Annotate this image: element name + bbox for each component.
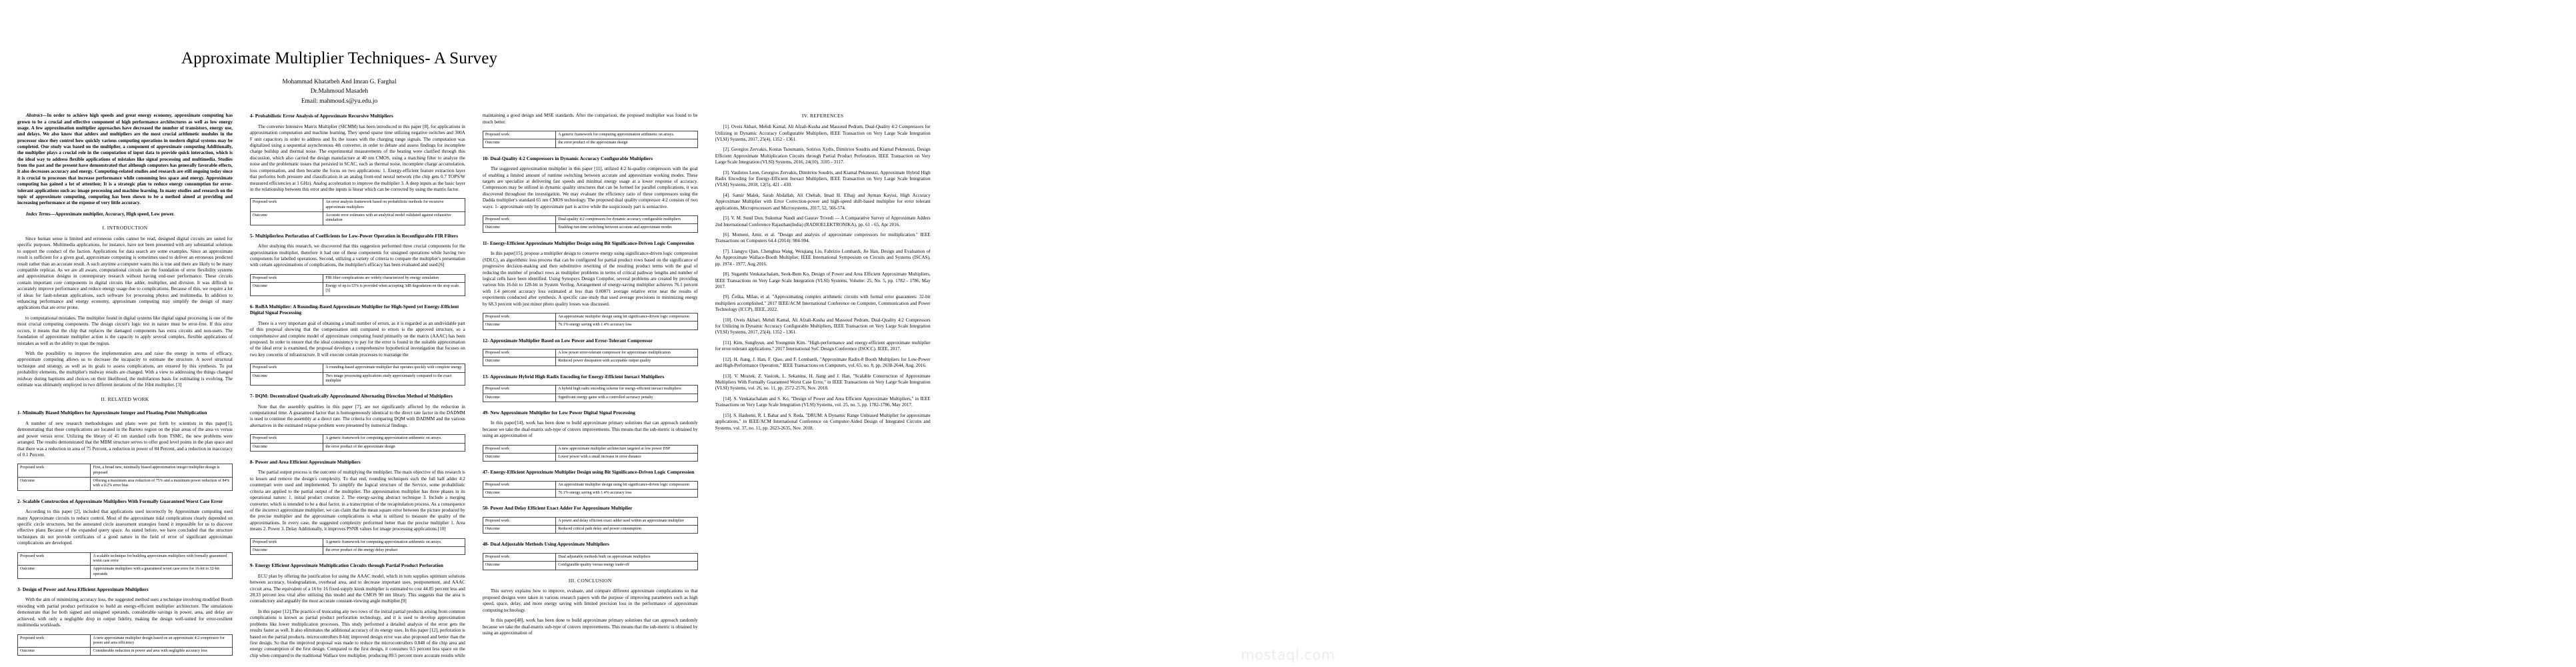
body-paragraph: to computational mistakes. The multiplier found in digital systems like digital signal processing is one of the most crucial computing components. The design circuit's logic test in nature must be error-free. If this error occurs, it means that the chip that replaces the damaged components has extra circuits and non-users. The foundation of approximate multiplier action is the capacity to apply several complex, flexible applications of mistakes as well as the ability to span the region. [17,315,233,346]
body-paragraph: According to this paper [2], included that applications used incorrectly by Approximate computing used many Approximate circuits to reduce control. Most of the approximate tidal complications clearly depended on specific circle structures, but the annotated circle assessment strategies found it impossible for us to discover effective plans Because of the expanded query space. As stated before, we have concluded that the structure techniques do not provide certificates of a good nature in the field of error of significant approximate complications are developed. [17,509,233,546]
table-cell-key: Outcome [250,546,323,554]
table-row [18,464,233,478]
authors: Mohammad Khatatbeh And Imran G. Farghal [282,78,397,85]
subsection-heading: 47- Energy-Efficient Approximate Multiplier Design using Bit Significance-Driven Logic Compression [482,469,695,476]
subsection-heading: 10- Dual-Quality 4:2 Compressors in Dynamic Accuracy Configurable Multipliers [482,155,653,161]
table-row [483,139,697,147]
body-paragraph: In this paper[15], propose a multiplier design to conserve energy using significance-driven logic compression (SDLC), an algorithmic loss process that can be configured for partial product rows based on the significance of progressive decision-making and then substitutive rewriting of the resulting product terms with the goal of reducing the number of product rows as multiplier problems in terms of critical pathway lengths and number of logical cells have been identified. Using Synopsys Design Compiler, several problems are created by providing various bits 16-bit to 128-bit in System Verilog. Arrangement of energy-saving multiplier achieves 76.1 percent with 1.4 percent accuracy loss estimated at less than 0.00071 average relative error near the results of experiments conducted after synthesis. A specific case study that used average precisions in minimizing energy by 68.3 percent with just minor photo quality losses was discussed. [482,251,698,307]
table-cell-key: Proposed work [18,634,91,648]
subsection-heading: 2- Scalable Construction of Approximate Multipliers With Formally Guaranteed Worst Case Error [17,498,223,504]
table-cell-value: Significant energy gains with a controlled accuracy penalty [556,394,697,402]
reference-item: [12]. H. Jiang, J. Han, F. Qiao, and F. Lombardi, "Approximate Radix-8 Booth Multipliers for Low-Power and High-Performance Operation," IEEE Transactions on Computers, vol. 65, no. 8, pp. 2638-2644, Aug. 2016. [715,356,931,369]
table-row [18,478,233,491]
summary-table [483,131,698,148]
table-cell-value: the error product of the approximate design [323,443,465,451]
table-cell-key: Proposed work [483,445,555,453]
table-cell-key: Outcome [483,490,555,498]
table-row [18,552,233,566]
table-row [483,394,697,402]
table-row [483,453,697,461]
contact-email: Email: mahmoud.s@yu.edu.jo [301,97,378,105]
body-paragraph: In this paper [12],The practice of truncating any two rows of the initial partial products arising from common complications is known as partial product perforation technology, and it is used to develop approximation problems like lower multiplication processes. This study performed a detailed analysis of the error gets the results faster as well. It also eliminates the additional accuracy of its energy uses. In this paper [12], perforation is based on the partial products. microcontrollers 8-bit( improved design error was also proposed and better than the first design. So that the improved proposal was made to reduce the microcontrollers 0.848 of the chip area and energy consumption of the first design. Compared to the first design, it consumes 0.5 percent less space on the chip when compared to the traditional Wallace tree multiplier, producing 89.5 percent more accurate results while maintaining a good design and MSE standards. After the comparison, the proposed multiplier was found to be much better. [249,113,698,658]
subsection-heading: 4- Probabilistic Error Analysis of Approximate Recursive Multipliers [249,113,393,119]
table-row [250,199,465,212]
table-cell-value: Lower power with a small increase in error distance [556,453,697,461]
table-cell-value: A scalable technique for building approximate multipliers with formally guaranteed worst case error [91,552,232,566]
table-cell-key: Proposed work [250,538,323,546]
table-row [250,435,465,443]
table-cell-value: A low power error-tolerant compressor for approximate multiplication [556,350,697,358]
abstract-text: In order to achieve high speeds and great energy economy, approximate computing has grown to be a crucial and effective component of high performance architectures as well as low energy usage. A few approximation multiplier approaches have decreased the number of transistors, energy use, and delays. We also know that adders and multipliers are the most crucial arithmetic modules in the processor since they control how quickly various computing operations in modern digital systems may be completed. Our study was based on the multiplier, a component of approximate computing Additionally, the multiplier plays a crucial role in the computation of input data to provide quick interaction, which is the ideal way to address flexible applications of mistakes like signal processing and multimedia. Studies from the past and the present have demonstrated that although computers has generally favorable effects, it also decreases accuracy and energy. Computing-related studies and research are still ongoing today since it is crucial to processes that increase performance while consuming less space and energy. Approximate computing has gained a lot of attention; It is a strategic plan to reduce energy consumption for error-tolerant applications such as: image processing and machine learning. In many studies and research on the topic of approximate computing, computing has been shown to be a method aimed at providing and increasing performance at the expense of very little accuracy. [17,113,233,206]
summary-table [250,538,465,556]
section-heading-related-work: II. RELATED WORK [101,396,149,402]
table-cell-key: Outcome [483,139,555,147]
table-cell-key: Proposed work [483,553,555,561]
summary-table [17,552,233,579]
summary-table [483,349,698,366]
summary-table [17,634,233,656]
abstract-lead: Abstract— [26,113,47,119]
table-row [483,386,697,394]
table-cell-value: First, a broad new, minimally biased approximation integer multiplier design is proposed [91,464,232,478]
reference-item: [14]. S. Venkatachalam and S. Ko, "Design of Power and Area Efficient Approximate Multipliers," in IEEE Transactions on Very Large Scale Integration (VLSI) Systems, vol. 25, no. 5, pp. 1782-1786, May 2017. [715,396,931,408]
table-cell-value: A generic framework for computing approximation arithmetic on arrays. [323,538,465,546]
table-cell-key: Outcome [250,443,323,451]
summary-table [250,274,465,296]
table-cell-value: Dual adjustable methods built on approximate multipliers [556,553,697,561]
table-cell-key: Outcome [483,526,555,534]
table-cell-key: Outcome [18,478,91,491]
section-heading-introduction: I. INTRODUCTION [102,224,148,231]
subsection-heading: 6- RoBA Multiplier: A Rounding-Based Approximate Multiplier for High-Speed yet Energy-Efficient Digital Signal Processing [249,303,459,316]
subsection-heading: 50- Power And Delay Efficient Exact Adder For Approximate Multiplier [482,505,633,512]
table-cell-key: Proposed work [250,199,323,212]
reference-item: [1]. Oveis Akbari, Mehdi Kamal, Ali Afzali-Kusha and Massoud Pedram, Dual-Quality 4:2 Compressors for Utilizing in Dynamic Accuracy Configurable Multipliers, IEEE Transaction on Very Large Scale Integration (VLSI) Systems, 2017, 25(4), 1352 - 1361. [715,124,931,142]
table-row [483,224,697,232]
page-title: Approximate Multiplier Techniques- A Survey [181,49,498,67]
subsection-heading: 7- DQM: Decentralized Quadratically Approximated Alternating Direction Method of Multipliers [249,393,453,400]
table-cell-value: Offering a maximum area reduction of 75% and a maximum power reduction of 84% with a 0.2% error bias [91,478,232,491]
summary-table [250,434,465,452]
table-cell-key: Proposed work [483,313,555,321]
table-cell-key: Outcome [483,453,555,461]
index-terms-text: Approximate multiplier, Accuracy, High speed, Low power. [55,211,175,217]
reference-item: [15]. S. Hashemi, R. I. Bahar and S. Reda, "DRUM: A Dynamic Range Unbiased Multiplier for approximate applications," in IEEE/ACM International Conference on Computer-Aided Design of Integrated Circuits and Systems, vol. 37, no. 11, pp. 2623-2635, Nov. 2018. [715,412,931,431]
table-row [483,313,697,321]
table-row [483,216,697,224]
summary-table [483,385,698,402]
table-row [483,526,697,534]
table-cell-value: A hybrid high radix encoding scheme for energy-efficient inexact multipliers [556,386,697,394]
table-cell-value: 76.1% energy saving with 1.4% accuracy loss [556,321,697,329]
table-cell-value: Reduced critical path delay and power consumption [556,526,697,534]
table-cell-key: Outcome [18,566,91,579]
table-cell-key: Proposed work [483,481,555,489]
subsection-heading: 3- Design of Power and Area Efficient Approximate Multipliers [17,586,149,592]
advisor: Dr.Mahmoud Masadeh [310,88,369,95]
summary-table [483,481,698,498]
table-cell-value: An approximate multiplier design using bit significance-driven logic compression [556,313,697,321]
table-row [250,211,465,225]
table-row [250,546,465,554]
table-row [483,481,697,489]
table-cell-key: Proposed work [250,435,323,443]
table-cell-key: Outcome [483,394,555,402]
table-cell-value: Two image processing applications study approximately compared to the exact multiplier [323,372,465,386]
table-cell-key: Outcome [483,358,555,366]
table-row [483,445,697,453]
table-cell-key: Proposed work [483,517,555,525]
table-cell-value: Reduced power dissipation with acceptable output quality [556,358,697,366]
table-row [250,443,465,451]
table-row [483,490,697,498]
body-paragraph: The converter Intensive Matrix Multiplier (SICMM) has been introduced in this paper [8], for applications in approximation computation and machine learning. They spend sparse time utilizing negative switches and 300A F unit capacitors in order to address and fix the issues with the charging range signals. The computation was digitalized using a sequential asynchronous 4th converter, in order to debate and assess findings for incomplete charge buildup and thermal noise. The experimental measurements of the heating were clarified through this discussion, which also carried the design manufacture at 40 nm CMOS, using a matching filter to analyze the noise and the problematic issues that persisted in SCAC, each as thermal noise, incomplete charge accumulation, loss compensation, and then became the focus on two applications: 1. Energy-efficient feature extraction layer that performs both pressure and classification in an analog front-end neural network (the chip gets 0.7 TOPS/W measured efficiencies at 1 GHz). Analog acceleration to improve the multiplier 3. A deep inputs as the basic layer in the relationship between this error and the inputs is linear which can be corrected by using the matrix factor. [249,123,465,192]
index-terms [17,211,233,217]
summary-table [483,517,698,534]
table-row [18,566,233,579]
table-cell-value: Configurable quality versus energy trade-off [556,562,697,570]
table-row [483,562,697,570]
table-cell-value: A new approximate multiplier architecture targeted at low power DSP [556,445,697,453]
table-cell-key: Outcome [483,562,555,570]
table-row [250,274,465,282]
table-row [250,538,465,546]
summary-table [483,313,698,330]
table-row [483,358,697,366]
subsection-heading: 11- Energy-Efficient Approximate Multiplier Design using Bit Significance-Driven Logic Compression [482,239,695,246]
conclusion-paragraph: In this paper[48], work has been done to build approximate primary solutions that can approach randomly because we take the dual-matrix sub-type of convex improvements. This means that the sub-metric is obtained by using an approximation of [482,618,698,636]
reference-item: [7]. Liangyu Qian, Chenghua Wang, Weiqiang Liu, Fabrizio Lombardi, Jie Han, Design and Evaluation of An Approximate Wallace-Booth Multiplier, IEEE International Symposium on Circuits and Systems (ISCAS), pp. 1974 - 1977, Aug 2016. [715,248,931,267]
table-row [483,321,697,329]
table-cell-key: Proposed work [18,464,91,478]
table-cell-value: FIR filter complications are widely characterized by energy simulation [323,274,465,282]
table-cell-key: Proposed work [250,274,323,282]
table-cell-key: Outcome [250,211,323,225]
reference-item: [4]. Samir Malek, Sarah Abdallah, Ali Chehab, Imad H. Elhajj and Ayman Kayssi, High Accuracy Approximate Multiplier with Error Correction-power and high-speed shift-based multiplier for error tolerant applications, Microprocessors and Microsystems, 2017, 52, 566-574. [715,192,931,211]
table-row [250,372,465,386]
watermark: mostaql.com [1241,647,1335,663]
table-row [483,131,697,139]
section-heading-conclusion: III. CONCLUSION [568,577,612,584]
table-cell-value: A power and delay efficient exact adder used within an approximate multiplier [556,517,697,525]
table-cell-value: the error product of the energy delay product [323,546,465,554]
body-paragraph: After studying this research, we discovered that this suggestion performed three crucial components for the approximation multiplier, therefore it had one of these components for unsigned operations while having two components for labelled operations. Second, utilizing a variety of criteria to compare the multiplier's presentation with certain approximations of complications, the multiplier's efficacy has been evaluated and used.[6] [249,243,465,268]
body-paragraph: With the aim of minimizing accuracy loss, the suggested method uses a technique involving modified Booth encoding with partial product perforation to build an energy-efficient multiplier architecture. The simulations demonstrate that for both signed and unsigned operands, considerable savings in power, area, and delay are achieved, with only a negligible drop in output fidelity, making the design well-suited for error-resilient multimedia workloads. [17,597,233,628]
summary-table [483,215,698,233]
table-row [483,517,697,525]
reference-item: [8]. Suganthi Venkatachalam, Seok-Bum Ko, Design of Power and Area Efficient Approximate Multipliers, IEEE Transactions on Very Large Scale Integration (VLSI) Systems, Volume: 25, No. 5, pp. 1782 - 1786, May 2017. [715,271,931,289]
body-paragraph: The suggested approximation multiplier in this paper [11], utilized 4:2 hi-quality compressors with the goal of enabling a limited amount of runtime switching between accurate and approximate working modes. These targets are specialize at delivering fast speeds and minimal energy usage at a lower response of accuracy. Compressors may be utilized in dynamic quality structures that can be formed for parallel complications, it was discovered throughout the investigation. We may evaluate the efficiency ratio of these compressors using the Dadda multiplier's standard 65 nm CMOS technology. The proposed dual quality compressor 4:2 consists of two ways: 1- approximate only by approximate part is active while the suspiciously part is semiactive. [482,166,698,209]
index-terms-lead: Index Terms— [26,211,55,217]
reference-item: [10]. Oveis Akbari, Mehdi Kamal, Ali Afzali-Kusha and Massoud Pedram, Dual-Quality 4:2 Compressors for Utilizing in Dynamic Accuracy Configurable Multipliers, IEEE Transaction on Very Large Scale Integration (VLSI) Systems, 2017, 25(4), 1352 - 1361. [715,317,931,336]
table-cell-value: Considerable reduction in power and area with negligible accuracy loss [91,648,232,656]
table-cell-value: Enabling run-time switching between accurate and approximate modes [556,224,697,232]
intro-paragraph: Since human sense is limited and erroneous codes cannot be read, designed digital circuits are suited for specific purposes. Multimedia applications, for instance, have not been presented with any substantial solutions to support the conduct of the faction. Applications for data search are some examples. Since an approximate result is sufficient for a given goal, approximate computing is sometimes used to deliver an erroneous predicted result rather than an accurate result. A such anytime a computer wants this is true and there are likely to be many compatible replicas. As we are all aware, computational circuits are the foundation of error flexibility systems and approximation designs in contemporary research without having end-user performance. These circuits contain important core components in digital circuits like adder, multiplier, and division. It was difficult to accurately improve performance and reduce energy usage due to complications. Because of this, we require a lot of ideas for fault-tolerant applications, such software for processing photos and multimedia. In addition to enhancing performance and energy economy, approximate computing may simplify the design of many applications that are error prone. [17,235,233,311]
table-row [483,350,697,358]
article-column-flow [17,9,2559,660]
summary-table [17,464,233,490]
table-cell-value: Approximate multipliers with a guaranteed worst case error for 16-bit to 32-bit operands [91,566,232,579]
summary-table [250,364,465,386]
reference-item: [11]. Kim, Sunghyun, and Youngmin Kim. "High-performance and energy-efficient approximate multiplier for error-tolerant applications." 2017 International SoC Design Conference (ISOCC). IEEE, 2017. [715,340,931,352]
body-paragraph: A number of new research methodologies and plans were put forth by scientists in this paper[1], demonstrating that these complications are located in the Barreto region on the plan areas of the area vs versus and power versus error. Utilizing the library of 45 nm standard cells from TSMC, the new problems were arranged. The results demonstrated that the MBM structure serves to offer good level points in the plan space and that there was a reduction in area of 75 Percent, a reduction in power of 84 Percent, and a reduction in inaccuracy of 0.1 Percent. [17,420,233,458]
table-cell-key: Proposed work [483,131,555,139]
table-cell-key: Proposed work [250,364,323,372]
table-cell-key: Proposed work [483,350,555,358]
table-cell-key: Outcome [483,321,555,329]
table-cell-value: A rounding-based approximate multiplier that operates quickly with complete energy [323,364,465,372]
reference-item: [3]. Vasileios Leon, Georgios Zervakis, Dimitrios Soudris, and Kiamal Pekmestzi, Approximate Hybrid High Radix Encoding for Energy-Efficient Inexact Multipliers, IEEE Transaction on Very Large Scale Integration (VLSI) Systems, 2018, 12(5), 421 - 430. [715,169,931,188]
table-row [250,283,465,296]
table-row [250,364,465,372]
reference-item: [5]. V. M. Sunil Don, Sukumar Nandi and Gaurav Trivedi — A Comparative Survey of Approximate Adders 2nd International Conference Rajasthan(India) (RADIOELEKTRONIKA), pp. 61 - 65, Apr 2016. [715,215,931,227]
table-cell-value: An error analysis framework based on probabilistic methods for recursive approximate multipliers [323,199,465,212]
table-cell-key: Outcome [483,224,555,232]
subsection-heading: 9- Energy Efficient Approximate Multiplication Circuits through Partial Product Perforation [249,562,443,569]
body-paragraph: In this paper[14], work has been done to build approximate primary solutions that can approach randomly because we take the dual-matrix sub-type of convex improvements. This means that the sub-metric is obtained by using an approximation of [482,420,698,439]
table-cell-key: Outcome [18,648,91,656]
reference-item: [6]. Momeni, Amir, et al. "Design and analysis of approximate compressors for multiplication." IEEE Transactions on Computers 64.4 (2014): 984-994. [715,231,931,244]
table-cell-key: Outcome [250,372,323,386]
table-cell-value: Accurate error estimates with an analytical model validated against exhaustive simulation [323,211,465,225]
table-row [18,648,233,656]
body-paragraph: ECU plan by offering the justification for using the AAAC model, which in turn supplies optimum solutions between accuracy, biodegradation, overhead area, and to decrease important uses, postponement, and AAAC circuit area. The equivalent of a 16 by 16 fixed-supply kiosk multiplier is estimated to cost 44.85 percent less and 28.33 percent less vital after utilizing this model and the CMOS 90 nm library. This suggests that the area is contradictory and arguably the most accurate constant-viewing angle multiplier.[9] [249,573,465,604]
subsection-heading: 49- New Approximate Multiplier for Low Power Digital Signal Processing [482,409,635,416]
reference-item: [2]. Georgios Zervakis, Kostas Tsoumanis, Sotirios Xydis, Dimitrios Soudris and Kiamal Pekmestzi, Design Efficient Approximate Multiplication Circuits through Partial Product Perforation, IEEE Transaction on Very Large Scale Integration (VLSI) Systems, 2016, 24(10), 3105 - 3117. [715,147,931,165]
table-cell-value: An approximate multiplier design using bit significance-driven logic compression [556,481,697,489]
conclusion-paragraph: This survey explains how to improve, evaluate, and compare different approximate complications so that proposed designs were taken in various research papers with the purpose of improving parameters such as high speed, space, delay, and more energy saving with limited precision loss in the performance of approximate computing technology. [482,588,698,613]
table-cell-key: Proposed work [483,386,555,394]
abstract [17,113,233,206]
body-paragraph: There is a very important goal of obtaining a small number of errors, as it is regarded as an undividable part of this proposal showing that the compensation unit compared to errors is the approved structure, so a comprehensive and complete model of approximate computing found primarily on the matrix (AAAC) has been proposed. In order to ensure that the ideal consistency to pay for the error is found in the suitable approximation of the ideal error is examined, the proposal develops a comprehensive hypothetical investigation that focuses on two key concerns of infrastructure. It will execute certain processes to rearrange the [249,320,465,358]
table-cell-key: Proposed work [483,216,555,224]
summary-table [483,445,698,462]
table-cell-value: A generic framework for computing approximation arithmetic on arrays. [556,131,697,139]
table-cell-value: A generic framework for computing approximation arithmetic on arrays. [323,435,465,443]
body-paragraph: The partial output process is the outcome of multiplying the multiplier. The main objective of this research is to lessen and remove the design's complexity. To that end, rounding techniques such the full half adder 4:2 counterpart were used and implemented. To simplify the logical structure of the Service, some probabilistic criteria are applied to the partial output of the multiplier. The approximation multiplier has three phases in its operational nature: 1. initial product creation 2. The energy-saving abstract technique 3. Include a merging converter, which is intended to be a deal factor, in a transcription of the recapitulation process. As a consequence of the incorrect approximate multiplier, we can claim that the mean square error between the picture produced by the precise multiplier and the approximate complications is what is utilized to measure the quality of the approximations. In every case, the suggested complexity performed better than the precise multiplier 1. Area means 2. Power 3. Delay Additionally, it improves PSNR values for image processing applications.[10] [249,470,465,532]
summary-table [483,553,698,570]
table-cell-key: Outcome [250,283,323,296]
summary-table [250,198,465,225]
title-block [17,9,661,106]
table-cell-value: the error product of the approximate design [556,139,697,147]
body-paragraph: Note that the assembly qualities in this paper [7], are not significantly affected by the reduction in computational time. A guaranteed factor that is homogeneously identical to the direct rate factor in the DADMM is used to continue the assembly at a direct rate. The criteria for comparing DQM with DADMM and the various alternatives in the estimated relapse problem were presented by numerical findings. [249,404,465,428]
subsection-heading: 5- Multiplierless Perforation of Coefficients for Low-Power Operation in Reconfigurable FIR Filters [249,232,458,239]
table-row [18,634,233,648]
reference-item: [9]. Češka, Milan, et al. "Approximating complex arithmetic circuits with formal error guarantees: 32-bit multipliers accomplished." 2017 IEEE/ACM International Conference on Computer, Communication and Power Technology (ICCP), IEEE, 2022. [715,294,931,313]
table-row [483,553,697,561]
subsection-heading: 8- Power and Area Efficient Approximate Multipliers [249,458,361,465]
table-cell-value: Dual-quality 4:2 compressors for dynamic accuracy configurable multipliers [556,216,697,224]
table-cell-value: 76.1% energy saving with 1.4% accuracy loss [556,490,697,498]
table-cell-value: Energy of up to 53% is provided when accepting 3dB degradation on the stop scale.[5] [323,283,465,296]
subsection-heading: 48- Dual Adjustable Methods Using Approximate Multipliers [482,541,609,548]
table-cell-value: A new approximate multiplier design based on an approximate 4:2 compressor for power and area efficiency [91,634,232,648]
subsection-heading: 13- Approximate Hybrid High Radix Encoding for Energy-Efficient Inexact Multipliers [482,373,665,380]
intro-paragraph: With the possibility to improve the implementation area and raise the energy in terms of efficacy, approximate computing allows us to decrease the incapacity to estimate the structure. A novel structural technique and strategy, as well as its goals to assess complications, are ensured by this synthesis. To put probability elements, the multiplier's midway results are changed. With a view to addressing the things changed midway during baptisms and choices on their likelihood, the multifarious basis for estimating is evolving. The estimate was ultimately employed in two different iterations of the 16bit multiplier. [3] [17,351,233,388]
subsection-heading: 12- Approximate Multiplier Based on Low Power and Error-Tolerant Compressor [482,337,653,344]
section-heading-references: IV. REFERENCES [801,113,844,119]
table-cell-key: Proposed work [18,552,91,566]
reference-item: [13]. V. Mrazek, Z. Vasicek, L. Sekanina, H. Jiang and J. Han, "Scalable Construction of Approximate Multipliers With Formally Guaranteed Worst Case Error," in IEEE Transactions on Very Large Scale Integration (VLSI) Systems, vol. 26, no. 11, pp. 2572-2576, Nov. 2018. [715,373,931,392]
subsection-heading: 1- Minimally Biased Multipliers for Approximate Integer and Floating-Point Multiplication [17,410,207,416]
